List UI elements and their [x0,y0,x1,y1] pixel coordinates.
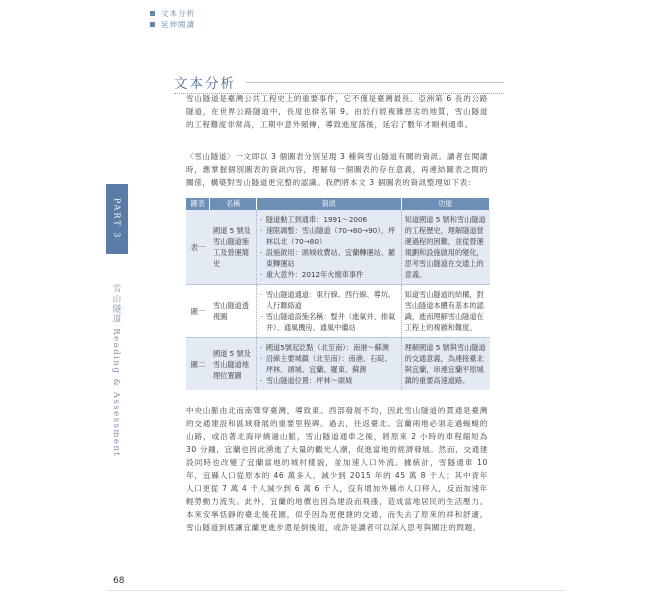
running-nav-label: 延伸閱讀 [161,20,195,29]
table-cell-name: 國道 5 號及雪山隧道施工及營運簡史 [210,210,256,285]
info-item: · 速限調整：雪山隧道（70→80→90），坪林以北（70→80） [260,225,398,247]
paragraph-overview: 〈雪山隧道〉一文即以 3 個圖表分別呈現 3 種與雪山隧道有關的資訊。讀者在閱讀時，應掌握個別圖表的資訊內容，理解每一個圖表的存在意義，再連結圖表之間的關係，構築對雪山隧道更完整的認識。我們將本文 3 個圖表的資訊整理如下表： [186,152,488,187]
footer-rule [106,590,566,591]
table-cell-function: 知道國道 5 號和雪山隧道的工程歷史，理解隧道營運過程的困難，並從營運規劃和設施啟用的變化，思考雪山隧道在交通上的意義。 [401,210,489,285]
square-bullet-icon [150,11,155,16]
table-cell-id: 表一 [186,210,210,285]
table-header: 圖表 [186,198,210,210]
info-item: · 隧道動工到通車：1991～2006 [260,214,398,225]
info-table [186,198,490,390]
info-item: · 國道5號起訖點（北至南）：南港～蘇澳 [260,342,398,353]
table-cell-name: 雪山隧道透視圖 [210,285,256,338]
table-row [186,285,490,338]
table-row [186,210,490,285]
table-cell-info [256,210,401,285]
section-title: 文本分析 [174,72,246,92]
info-item: · 設施啟用：頭城收費站、宜蘭轉運站、羅東轉運站 [260,247,398,269]
table-row [186,338,490,391]
side-title: 雪山隧道 Reading & Assessment [111,284,121,458]
table-cell-info [256,285,401,338]
square-bullet-icon [150,22,155,27]
info-item: · 沿線主要城鎮（北至南）：南港、石碇、坪林、頭城、宜蘭、羅東、蘇澳 [260,353,398,375]
paragraph-intro: 雪山隧道是臺灣公共工程史上的重要事件，它不僅是臺灣最長、亞洲第 6 長的公路隧道，在世界公路隧道中，長度也排名第 9。由於行經複雜惡劣的地質，雪山隧道的工程難度非常高，工期中意外頻傳，導致進度落後，延宕了數年才順利通車。 [186,94,488,129]
paragraph-analysis: 中央山脈由北而南聳穿臺灣，導致東、西部發展不均，因此雪山隧道的貫通是臺灣的交通建設和區域發展的重要里程碑。過去，往返臺北、宜蘭兩地必須走過蜿蜒的山路，或沿著北海岸繞過山脈，雪山隧道通車之後，將原來 2 小時的車程縮短為 30 分鐘，宜蘭也因此湧進了大量的觀光人潮，促進當地的經濟發展。然而，交通建設同時也改變了宜蘭當地的城村樣貌，並加速人口外流。據統計，雪隧通車 10 年，宜縣人口從原本的 46 萬多人，減少到 2015 年的 45 萬 8 千人；其中青年人口更從 7 萬 4 千人減少到 6 萬 6 千人，沒有增加外縣市人口移入，反而加速年輕勞動力流失。此外，宜蘭的地價也因為建設而飛漲，造成當地居民的生活壓力。本來安寧恬靜的臺北後花園，似乎因為更便捷的交通，而失去了原來的祥和舒適。雪山隧道到底讓宜蘭更進步還是倒後退，或許是讀者可以深入思考與關注的問題。 [186,406,488,532]
info-item: · 重大意外：2012年火燒車事件 [260,269,398,280]
page-number: 68 [113,576,125,586]
table-cell-name: 國道 5 號及雪山隧道地理位置圖 [210,338,256,391]
table-cell-function: 理解國道 5 號與雪山隧道的交通意義，為連接臺北與宜蘭，串連宜蘭平原城鎮的重要高速道路。 [401,338,489,391]
table-cell-id: 圖一 [186,285,210,338]
part-tab [106,184,128,254]
heading-rule [244,82,504,83]
table-header: 資訊 [256,198,401,210]
table-header: 名稱 [210,198,256,210]
running-nav-item [150,19,195,30]
info-item: · 雪山隧道位置：坪林～頭城 [260,375,398,386]
part-tab-label: PART 3 [112,198,122,240]
table-header: 功能 [401,198,489,210]
running-nav-label: 文本分析 [161,9,195,18]
table-cell-info [256,338,401,391]
running-nav-item [150,8,195,19]
table-cell-function: 知道雪山隧道的結構，對雪山隧道本體有基本的認識，進而理解雪山隧道在工程上的複雜和難度。 [401,285,489,338]
table-header-row [186,198,490,210]
section-heading [174,72,504,92]
info-item: · 雪山隧道設施名稱：豎井（進氣井、排氣井）、通風機房、通風中繼站 [260,311,398,333]
info-item: · 雪山隧道通道：東行線、西行線、導坑、人行聯絡道 [260,289,398,311]
running-nav [150,8,195,30]
table-cell-id: 圖二 [186,338,210,391]
